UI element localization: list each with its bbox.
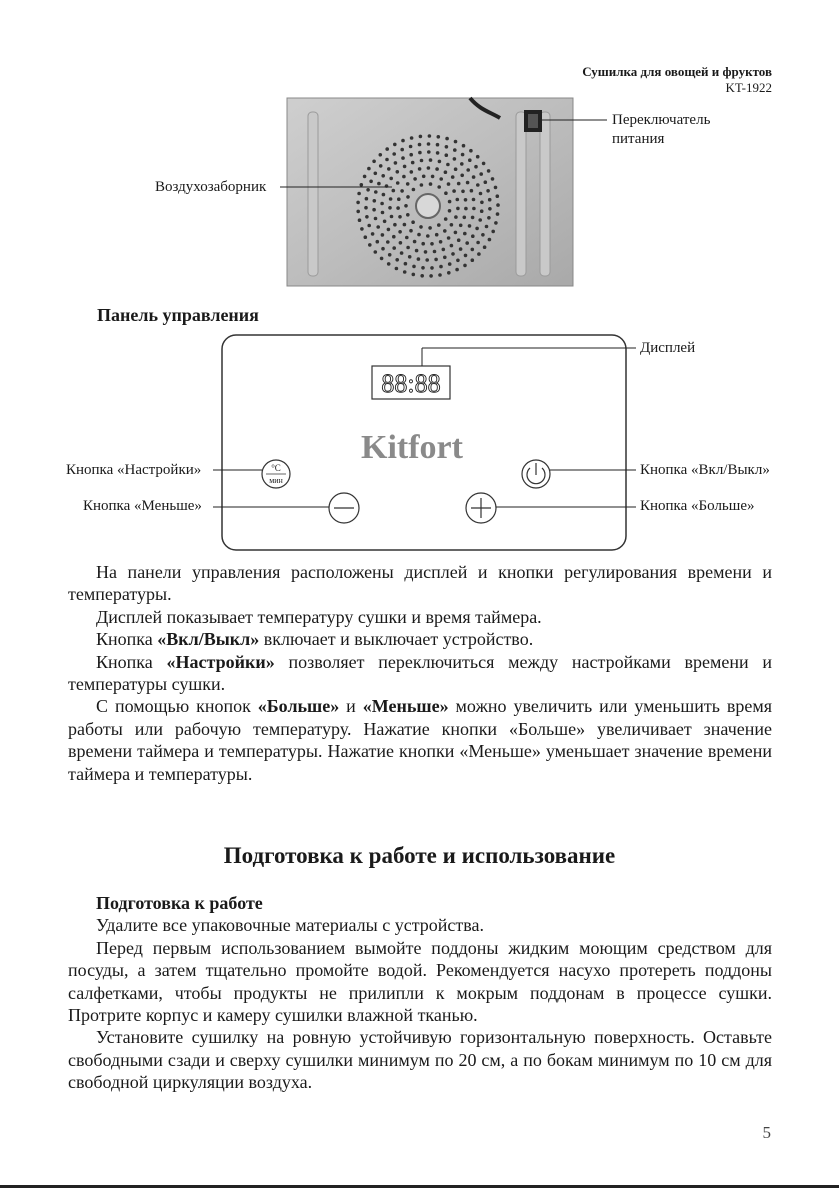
paragraph: На панели управления расположены дисплей и кнопки регулирования времени и температуры. [68,562,772,605]
paragraph: Кнопка «Настройки» позволяет переключиться между настройками времени и температуры сушки. [68,651,773,695]
brand-logo: Kitfort [361,429,463,466]
control-panel-figure [0,330,839,560]
svg-text:°C: °C [271,463,281,473]
paragraph: Удалите все упаковочные материалы с устройства. [96,915,485,936]
callout-power-switch-1: Переключатель [612,112,711,128]
paragraph: Кнопка «Вкл/Выкл» включает и выключает устройство. [96,629,534,650]
section-title-control-panel: Панель управления [97,305,259,325]
preparation-section [68,892,772,1094]
section-heading: Подготовка к работе и использование [223,843,616,868]
display-digits: 88:88 [381,369,441,398]
callout-air-intake: Воздухозаборник [155,179,267,195]
control-panel-description [68,561,772,785]
callout-power-switch-2: питания [612,131,665,147]
callout-display: Дисплей [640,340,696,356]
paragraph: Перед первым использованием вымойте поддоны жидким моющим средством для посуды, а затем тщательно промойте водой. Рекомендуется насухо протереть поддоны салфетками, чтобы продукты не прилипли к мокрым поддонам в процессе сушки. Протрите корпус и камеру сушилки влажной тканью. [68,937,772,1026]
callout-plus-button: Кнопка «Больше» [640,498,755,514]
page-number: 5 [762,1123,771,1142]
paragraph: Дисплей показывает температуру сушки и время таймера. [96,606,542,627]
callout-power-button: Кнопка «Вкл/Выкл» [640,462,770,478]
svg-text:мин: мин [269,476,283,485]
callout-minus-button: Кнопка «Меньше» [83,498,202,514]
subsection-title: Подготовка к работе [96,893,263,913]
header-title: Сушилка для овощей и фруктов [582,64,772,79]
callout-settings-button: Кнопка «Настройки» [66,462,202,478]
header-model: KT-1922 [725,80,772,95]
paragraph: С помощью кнопок «Больше» и «Меньше» можно увеличить или уменьшить время работы или рабочую температуру. Нажатие кнопки «Больше» увеличивает значение времени таймера и температуры. Нажатие кнопки «Меньше» уменьшает значение времени таймера и температуры. [68,696,773,784]
paragraph: Установите сушилку на ровную устойчивую горизонтальную поверхность. Оставьте свободными сзади и сверху сушилки минимум по 20 см, а по бокам минимум по 10 см для свободной циркуляции воздуха. [68,1027,772,1093]
back-view-figure [0,0,839,300]
